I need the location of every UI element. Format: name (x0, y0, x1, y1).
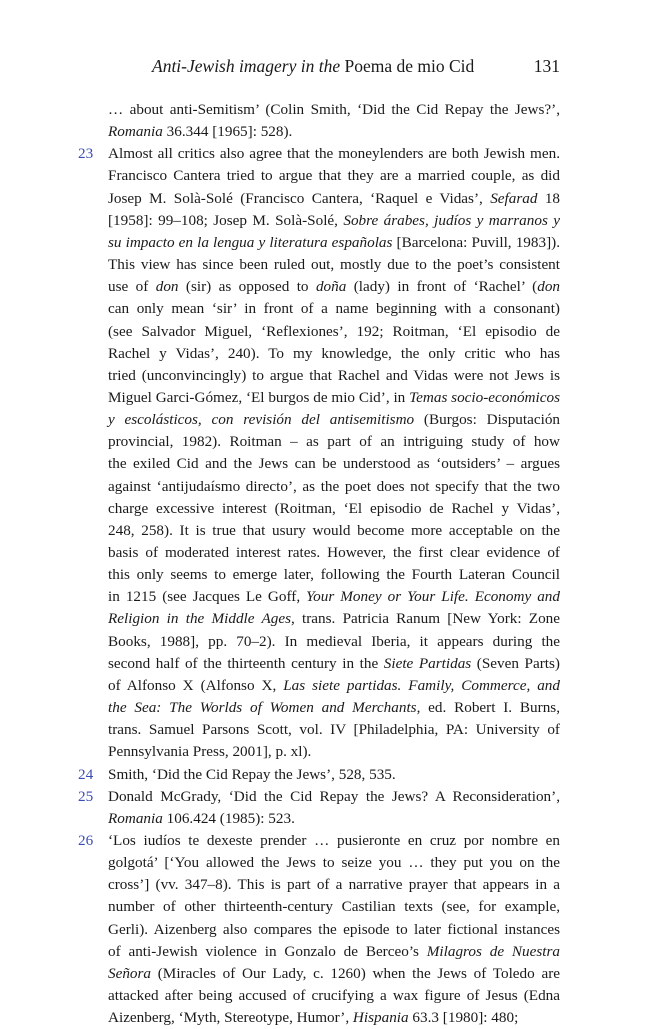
note-text: … about anti-Semitism’ (Colin Smith, ‘Did the Cid Repay the Jews?’, (108, 101, 560, 118)
note-text: 106.424 (1985): 523. (162, 809, 295, 827)
note-italic-text: Religion in the Middle Ages (108, 610, 291, 628)
endnote-line (108, 210, 560, 232)
note-text: 18 (537, 189, 561, 207)
endnote-line (108, 387, 560, 409)
endnote-line (108, 431, 560, 453)
endnote-line (108, 254, 560, 276)
endnote-number[interactable]: 24 (78, 765, 94, 783)
note-italic-text: Sobre árabes, judíos y marranos y (343, 211, 560, 229)
endnote-line (108, 586, 560, 608)
note-italic-text: Romania (108, 809, 163, 827)
note-text: the exiled Cid and the Jews can be understood as ‘outsiders’ – argues (108, 455, 560, 473)
note-text: can only mean ‘sir’ in front of a name beginning with a consonant) (108, 300, 560, 318)
note-text: of Alfonso X (Alfonso X, (108, 676, 284, 694)
endnote-line (108, 165, 560, 187)
note-text: attacked after being accused of crucifying a wax figure of Jesus (Edna (108, 987, 560, 1004)
endnote-line (108, 896, 560, 918)
endnote-line (108, 653, 560, 675)
note-text: (Seven Parts) (471, 654, 560, 672)
endnote-line (108, 453, 560, 475)
endnote-line (108, 852, 560, 874)
note-text: Aizenberg, ‘Myth, Stereotype, Humor’, (108, 1009, 353, 1027)
note-italic-text: y escolásticos, con revisión del antisemitismo (108, 411, 415, 429)
note-italic-text: Siete Partidas (383, 654, 472, 672)
endnote-line (108, 343, 560, 365)
note-italic-text: Milagros de Nuestra (426, 942, 560, 960)
note-text: Gerli). Aizenberg also compares the episode to later fictional instances (108, 920, 560, 938)
endnote-line (108, 874, 560, 896)
note-text: cross’] (vv. 347–8). This is part of a narrative prayer that appears in a (108, 876, 560, 894)
note-italic-text: Las siete partidas. Family, Commerce, and (283, 676, 560, 694)
endnote-line (108, 409, 560, 431)
endnote-line (108, 498, 560, 520)
running-title-roman: Poema de mio Cid (344, 56, 475, 76)
note-text: trans. Samuel Parsons Scott, vol. IV [Philadelphia, PA: University of (108, 721, 560, 739)
note-text: in 1215 (see Jacques Le Goff, (108, 588, 307, 606)
note-text: 63.3 [1980]: 480; (408, 1009, 519, 1027)
note-text: [1958]: 99–108; Josep M. Solà-Solé, (108, 211, 344, 229)
endnote-line (108, 542, 560, 564)
note-italic-text: su impacto en la lengua y literatura españolas (108, 233, 393, 251)
note-text: Almost all critics also agree that the moneylenders are both Jewish men. (108, 145, 560, 163)
endnote-number[interactable]: 23 (78, 145, 94, 163)
note-text: number of other thirteenth-century Castilian texts (see, for example, (108, 898, 560, 916)
endnote-line (108, 697, 560, 719)
endnote-line (108, 520, 560, 542)
note-text: second half of the thirteenth century in the (108, 654, 384, 672)
note-text: golgotá’ [‘You allowed the Jews to seize you … they put you on the (108, 854, 560, 872)
note-text: (see Salvador Miguel, ‘Reflexiones’, 192; Roitman, ‘El episodio de (108, 322, 560, 340)
running-title (152, 56, 474, 77)
endnote-line (108, 741, 560, 763)
note-italic-text: doña (315, 278, 347, 296)
note-text: (sir) as opposed to (178, 278, 316, 296)
endnote-line (108, 321, 560, 343)
endnote-line (108, 365, 560, 387)
endnote-number[interactable]: 26 (78, 831, 94, 849)
note-text: Josep M. Solà-Solé (Francisco Cantera, ‘Raquel e Vidas’, (108, 189, 491, 207)
note-text: , ed. Robert I. Burns, (416, 699, 560, 717)
note-text: This view has since been ruled out, mostly due to the poet’s consistent (108, 256, 560, 274)
note-italic-text: Temas socio-económicos (409, 388, 560, 406)
note-text: , trans. Patricia Ranum [New York: Zone (291, 610, 561, 628)
endnote-line (108, 764, 560, 786)
note-text: 248, 258). It is true that usury would become more acceptable on the (108, 521, 560, 539)
note-italic-text: Hispania (352, 1009, 409, 1027)
endnote-line (108, 786, 560, 808)
endnote-line (108, 564, 560, 586)
note-italic-text: Sefarad (490, 189, 538, 207)
endnote-line (108, 919, 560, 941)
note-text: Francisco Cantera tried to argue that they are a married couple, as did (108, 167, 560, 185)
endnote-line (108, 1007, 560, 1029)
endnote-line (108, 719, 560, 741)
page-number: 131 (533, 56, 560, 76)
note-italic-text: Your Money or Your Life. Economy and (306, 588, 560, 606)
note-text: Rachel y Vidas’, 240). To my knowledge, the only critic who has (108, 344, 560, 362)
endnote-line (108, 941, 560, 963)
note-text: (lady) in front of ‘Rachel’ ( (346, 278, 538, 296)
endnote-line (108, 143, 560, 165)
endnote-number[interactable]: 25 (78, 787, 94, 805)
note-italic-text: Romania (108, 123, 163, 141)
running-header (0, 56, 650, 80)
note-text: charge excessive interest (Roitman, ‘El episodio de Rachel y Vidas’, (108, 499, 560, 517)
endnote-line (108, 188, 560, 210)
note-text: (Miracles of Our Lady, c. 1260) when the Jews of Toledo are (151, 964, 560, 982)
endnote-line (108, 99, 560, 121)
endnote-line (108, 298, 560, 320)
note-text: of anti-Jewish violence in Gonzalo de Berceo’s (108, 942, 427, 960)
endnote-line (108, 675, 560, 697)
endnote-line (108, 476, 560, 498)
note-italic-text: don (537, 278, 560, 296)
note-text: provincial, 1982). Roitman – as part of an intriguing study of how (108, 433, 560, 451)
endnote-line (108, 232, 560, 254)
note-text: Pennsylvania Press, 2001], p. xl). (108, 743, 312, 761)
note-text: [Barcelona: Puvill, 1983]). (392, 233, 560, 251)
endnote-line (108, 830, 560, 852)
endnote-line (108, 985, 560, 1007)
endnote-line (108, 631, 560, 653)
endnote-line (108, 963, 560, 985)
note-text: Donald McGrady, ‘Did the Cid Repay the Jews? A Reconsideration’, (108, 787, 560, 805)
note-text: 36.344 [1965]: 528). (162, 123, 293, 141)
note-text: against ‘antijudaísmo directo’, as the poet does not specify that the two (108, 477, 560, 495)
note-italic-text: the Sea: The Worlds of Women and Merchants (108, 699, 417, 717)
note-text: this only seems to emerge later, following the Fourth Lateran Council (108, 566, 560, 584)
note-text: basis of moderated interest rates. However, the first clear evidence of (108, 544, 560, 561)
note-text: tried (unconvincingly) to argue that Rachel and Vidas were not Jews is (108, 366, 560, 384)
note-text: Smith, ‘Did the Cid Repay the Jews’, 528, 535. (108, 765, 396, 783)
endnote-line (108, 121, 560, 143)
note-text: ‘Los iudíos te dexeste prender … pusieronte en cruz por nombre en (108, 831, 560, 849)
endnote-line (108, 276, 560, 298)
endnote-line (108, 608, 560, 630)
note-text: Miguel Garci-Gómez, ‘El burgos de mio Cid’, in (108, 388, 410, 406)
note-italic-text: Señora (108, 964, 152, 982)
running-title-italic: Anti-Jewish imagery in the (152, 56, 341, 76)
endnote-line (108, 808, 560, 830)
note-italic-text: don (155, 278, 179, 296)
note-text: use of (108, 278, 156, 296)
note-text: Books, 1988], pp. 70–2). In medieval Iberia, it appears during the (108, 632, 560, 650)
note-text: (Burgos: Disputación (414, 411, 561, 429)
